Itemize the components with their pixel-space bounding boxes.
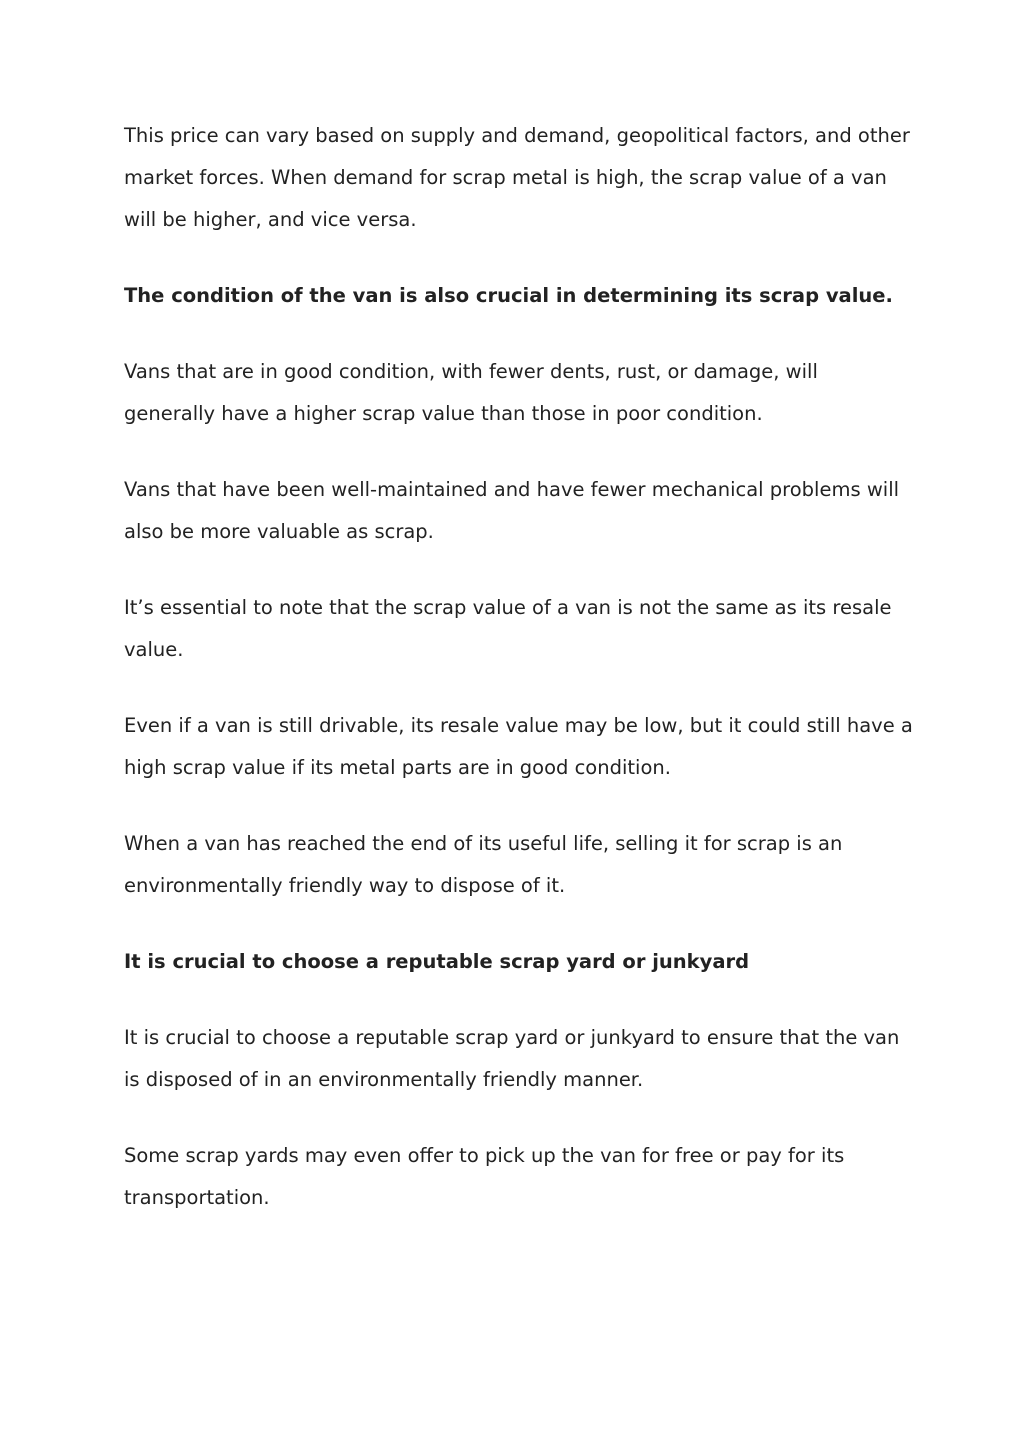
paragraph-drivable-van: Even if a van is still drivable, its resale value may be low, but it could still have a high scrap value if its metal parts are in good condition. xyxy=(124,714,913,779)
paragraph-end-of-life: When a van has reached the end of its useful life, selling it for scrap is an environmentally friendly way to dispose of it. xyxy=(124,832,843,897)
paragraph-price-variation: This price can vary based on supply and demand, geopolitical factors, and other market forces. When demand for scrap metal is high, the scrap value of a van will be higher, and vice versa. xyxy=(124,124,910,231)
heading-reputable-scrap-yard: It is crucial to choose a reputable scrap yard or junkyard xyxy=(124,950,750,973)
paragraph-good-condition: Vans that are in good condition, with fewer dents, rust, or damage, will generally have a higher scrap value than those in poor condition. xyxy=(124,360,818,425)
heading-van-condition: The condition of the van is also crucial in determining its scrap value. xyxy=(124,284,893,307)
paragraph-scrap-vs-resale: It’s essential to note that the scrap value of a van is not the same as its resale value. xyxy=(124,596,892,661)
document-body xyxy=(124,115,914,1253)
paragraph-well-maintained: Vans that have been well-maintained and have fewer mechanical problems will also be more valuable as scrap. xyxy=(124,478,900,543)
paragraph-reputable-scrap-yard: It is crucial to choose a reputable scrap yard or junkyard to ensure that the van is disposed of in an environmentally friendly manner. xyxy=(124,1026,900,1091)
paragraph-free-pickup: Some scrap yards may even offer to pick up the van for free or pay for its transportation. xyxy=(124,1144,845,1209)
